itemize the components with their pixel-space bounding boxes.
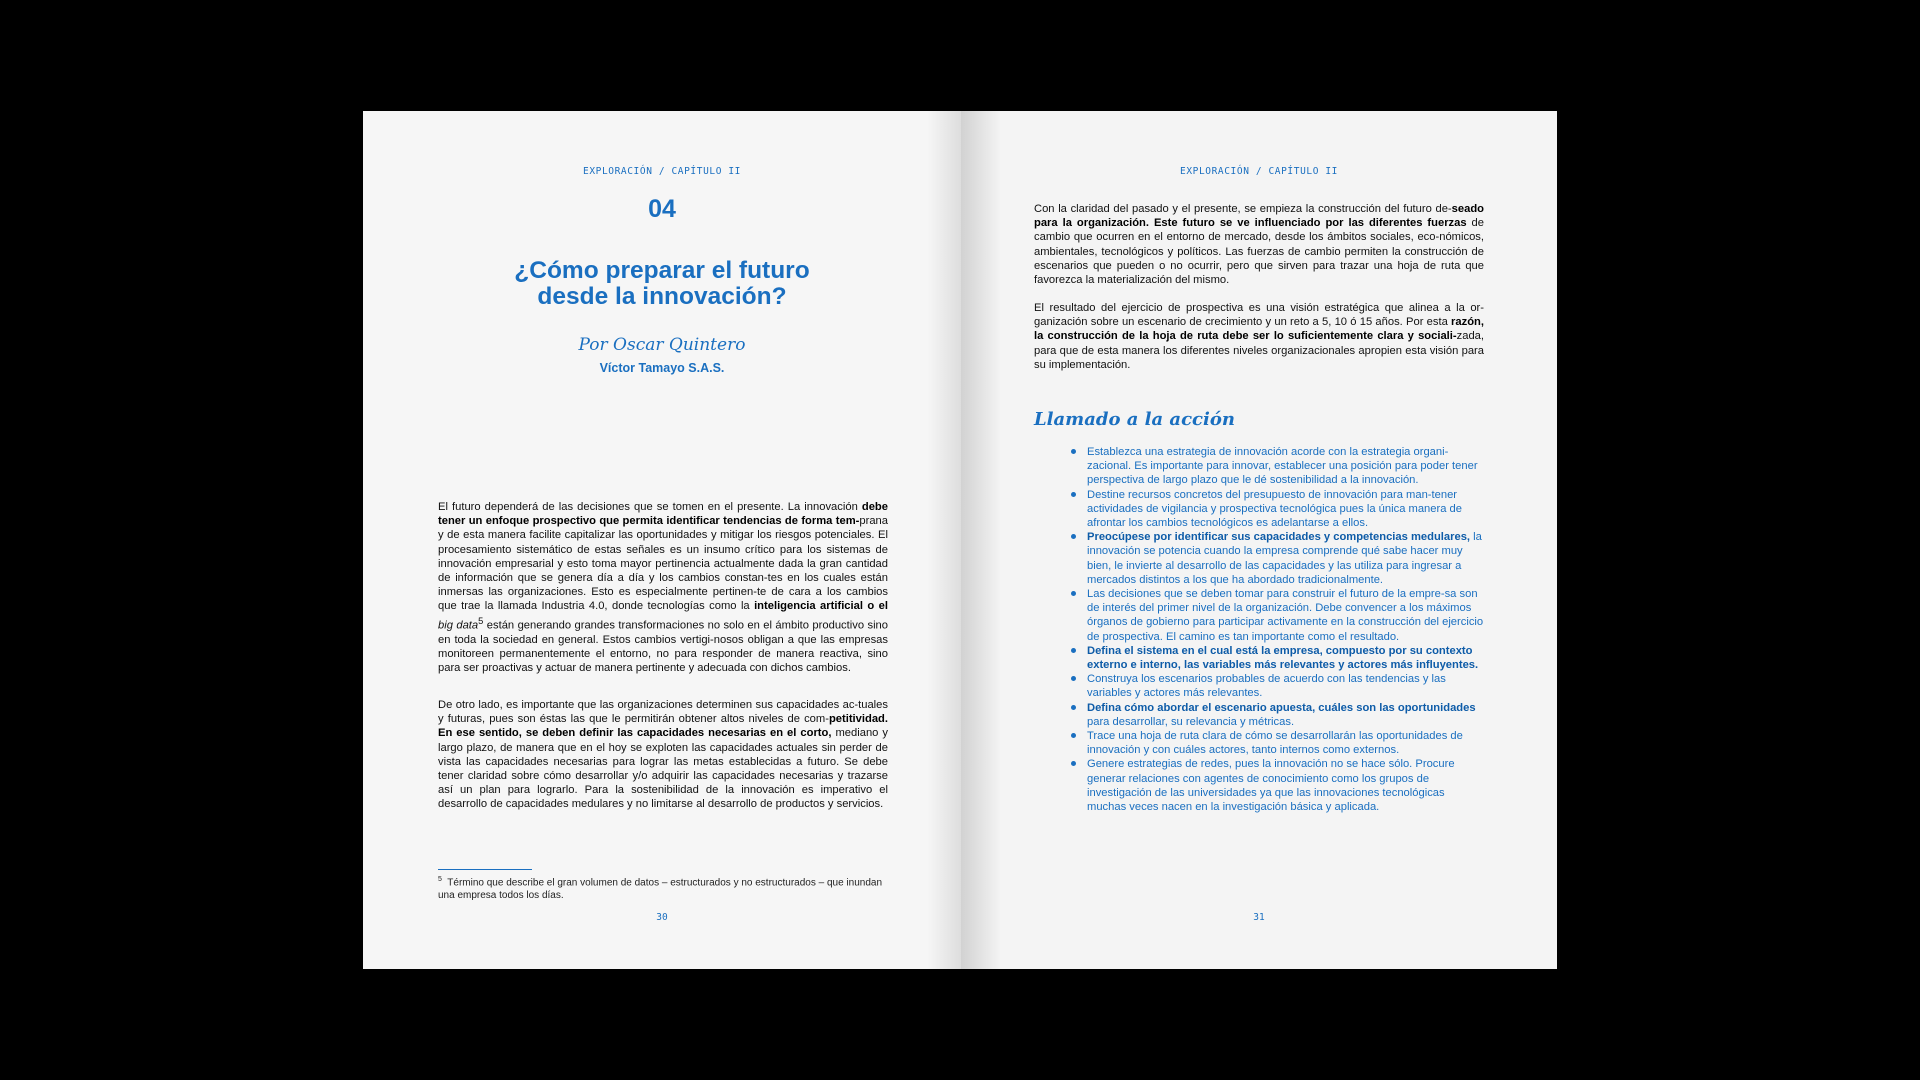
page-number: 30: [656, 912, 668, 923]
action-item-text: Construya los escenarios probables de acuerdo con las tendencias y las variables y actores más relevantes.: [1087, 673, 1446, 700]
chapter-title: [423, 258, 901, 310]
footnote-mark: 5: [438, 876, 442, 883]
action-item: [1071, 530, 1485, 587]
action-item: [1071, 729, 1485, 757]
italic-run: big data: [438, 619, 479, 632]
action-item: [1071, 587, 1485, 644]
action-item-text: Las decisiones que se deben tomar para construir el futuro de la empre-sa son de interés del primer nivel de la organización. Debe convencer a los máximos órganos de gobierno para participar activamente en la construcción del ejercicio de prospectiva. El camino es tan importante como el resultado.: [1087, 588, 1484, 643]
body-paragraph: [1034, 301, 1484, 372]
action-item-lead: Defina el sistema en el cual está la empresa, compuesto por su contexto externo e interno, las variables más relevantes y actores más influyentes.: [1087, 644, 1479, 672]
action-item-lead: Preocúpese por identificar sus capacidades y competencias medulares,: [1087, 531, 1471, 544]
emphasis-run: debe tener un enfoque prospectivo que permita identificar tendencias de forma tem-: [438, 501, 888, 528]
action-item-text: la innovación se potencia cuando la empresa comprende qué sabe hacer muy bien, le invierte al desarrollo de las capacidades y las utiliza para ingresar a mercados distintos a los que ha abordado tradicionalmente.: [1087, 531, 1482, 586]
action-item-text: Establezca una estrategia de innovación acorde con la estrategia organi-zacional. Es importante para innovar, establecer una posición para poder tener perspectiva de largo plazo que le dé sostenibilidad a la innovación.: [1087, 446, 1478, 487]
footnote-divider: [438, 869, 532, 870]
body-paragraph: [438, 500, 888, 675]
emphasis-run: razón, la construcción de la hoja de ruta debe ser lo suficientemente clara y sociali-: [1034, 316, 1484, 343]
text-run: El resultado del ejercicio de prospectiva es una visión estratégica que alinea a la or-ganización sobre un escenario de crecimiento y un reto a 5, 10 ó 15 años. Por esta: [1034, 302, 1484, 329]
footnote: [438, 873, 888, 902]
text-run: mediano y largo plazo, de manera que en el hoy se exploten las capacidades actuales sin perder de vista las capacidades necesarias para lograr las metas establecidas a futuro. Se debe tener claridad sobre cómo desarrollar y/o adquirir las capacidades necesarias y trazarse así un plan para lograrlo. Para la sostenibilidad de la innovación es imperativo el desarrollo de capacidades medulares y no limitarse al desarrollo de productos y servicios.: [438, 727, 888, 811]
action-item: [1071, 644, 1485, 672]
text-run: De otro lado, es importante que las organizaciones determinen sus capacidades ac-tuales y futuras, pues son éstas las que le permitirán obtener altos niveles de com-: [438, 699, 888, 726]
text-run: El futuro dependerá de las decisiones que se tomen en el presente. La innovación: [438, 501, 862, 513]
author-byline: Por Oscar Quintero: [578, 335, 746, 355]
emphasis-run: inteligencia artificial o el: [754, 600, 888, 613]
right-page: [961, 111, 1557, 969]
action-item-text: Trace una hoja de ruta clara de cómo se desarrollarán las oportunidades de innovación y con cuáles actores, tanto internos como externos.: [1087, 730, 1463, 757]
emphasis-run: seado para la organización. Este futuro se ve influenciado por las diferentes fuerzas: [1034, 203, 1484, 230]
body-paragraph: [438, 698, 888, 812]
action-item: [1071, 672, 1485, 700]
chapter-number: 04: [648, 195, 676, 223]
author-company: Víctor Tamayo S.A.S.: [599, 361, 725, 375]
page-number: 31: [1253, 912, 1265, 923]
text-run: Con la claridad del pasado y el presente, se empieza la construcción del futuro de-: [1034, 203, 1452, 215]
action-item-text: Destine recursos concretos del presupuesto de innovación para man-tener actividades de vigilancia y prospectiva tecnológica pues la única manera de afrontar los cambios tecnológicos es adelantarse a ellos.: [1087, 488, 1463, 530]
action-item: [1071, 701, 1485, 729]
title-line-2: desde la innovación?: [537, 283, 787, 310]
body-paragraph: [1034, 202, 1484, 287]
running-header: EXPLORACIÓN / CAPÍTULO II: [1180, 166, 1338, 177]
action-item-text: para desarrollar, su relevancia y métricas.: [1087, 715, 1295, 728]
text-run: están generando grandes transformaciones no solo en el ámbito productivo sino en toda la sociedad en general. Estos cambios vertigi-nosos obligan a que las empresas monitoreen permanentemente el entorno, no para responder de manera reactiva, sino para ser proactivas y actuar de manera pertinente y adecuada con dichos cambios.: [438, 619, 889, 674]
title-line-1: ¿Cómo preparar el futuro: [514, 257, 810, 284]
left-page: [363, 111, 961, 969]
text-run: de cambio que ocurren en el entorno de mercado, desde los ámbitos sociales, eco-nómicos, ambientales, tecnológicos y políticos. Las fuerzas de cambio permiten la construcción de escenarios que pueden o no ocurrir, pero que sirven para trazar una hoja de ruta que favorezca la materialización del mismo.: [1034, 217, 1485, 287]
action-item: [1071, 488, 1485, 531]
action-item-text: Genere estrategias de redes, pues la innovación no se hace sólo. Procure generar relaciones con agentes de conocimiento como los grupos de investigación de las universidades ya que las innovaciones tecnológicas muchas veces nacen en la investigación básica y aplicada.: [1087, 758, 1455, 814]
text-run: prana y de esta manera facilite capitalizar las oportunidades y mitigar los riesgos potenciales. El procesamiento sistemático de estas señales es un insumo crítico para los sistemas de innovación empresarial y esto toma mayor pertinencia actualmente dada la gran cantidad de información que se genera día a día y los cambios constan-tes en los cuales están inmersas las organizaciones. Esto es especialmente pertinen-te de cara a los cambios que trae la llamada Industria 4.0, donde tecnologías como la: [438, 515, 888, 613]
action-list: [1071, 445, 1485, 814]
footnote-text: Término que describe el gran volumen de datos – estructurados y no estructurados – que inundan una empresa todos los días.: [438, 877, 883, 902]
text-run: zada, para que de esta manera los diferentes niveles organizacionales apropien esta visión para su implementación.: [1034, 330, 1484, 371]
action-item: [1071, 757, 1485, 814]
section-heading: Llamado a la acción: [1034, 409, 1235, 430]
action-item-lead: Defina cómo abordar el escenario apuesta, cuáles son las oportunidades: [1087, 701, 1476, 714]
emphasis-run: petitividad. En ese sentido, se deben definir las capacidades necesarias en el corto,: [438, 713, 888, 740]
footnote-reference: 5: [478, 615, 484, 626]
running-header: EXPLORACIÓN / CAPÍTULO II: [583, 166, 741, 177]
action-item: [1071, 445, 1485, 488]
